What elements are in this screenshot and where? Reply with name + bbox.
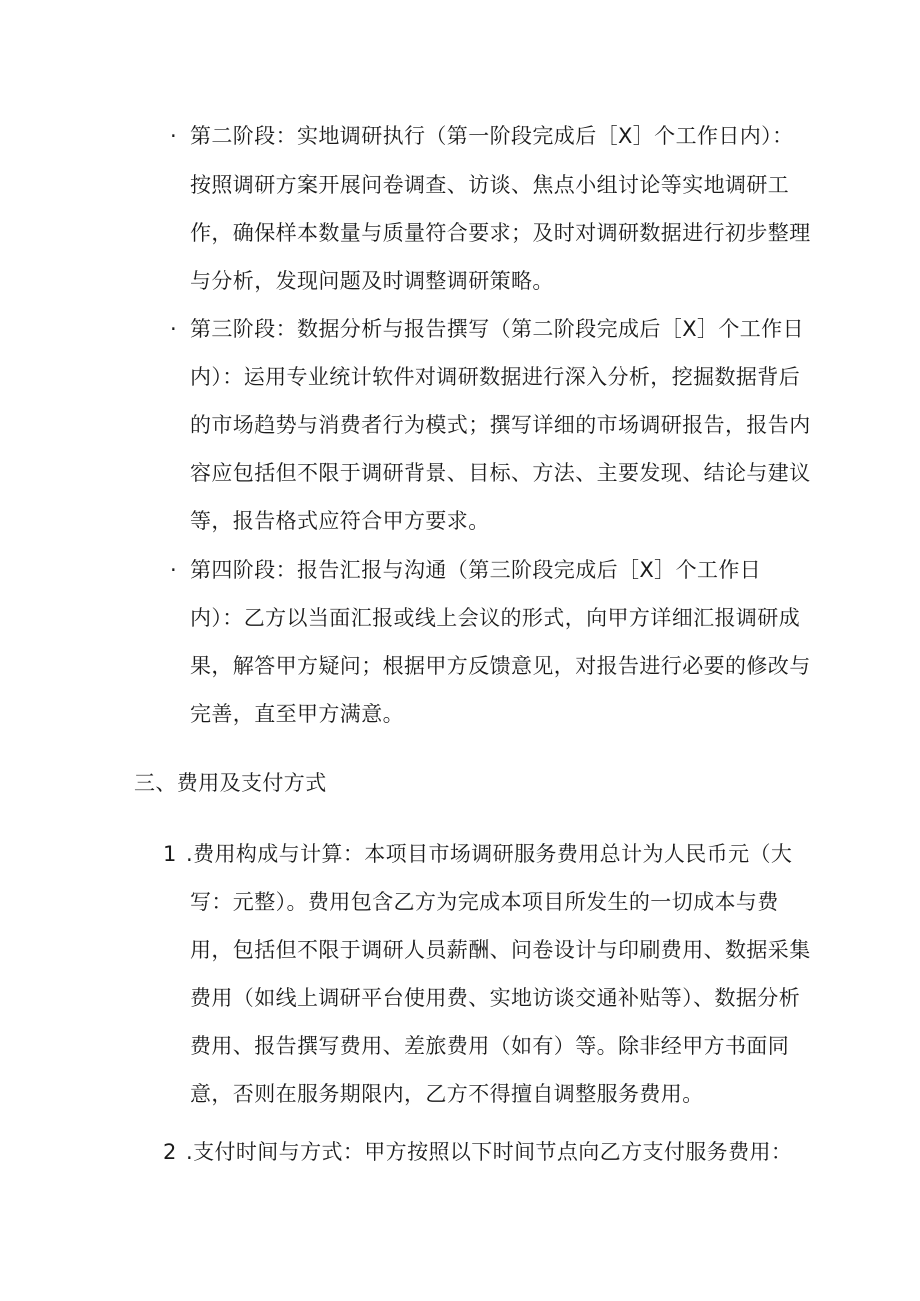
paragraph-line: 的市场趋势与消费者行为模式；撰写详细的市场调研报告，报告内 [190, 413, 811, 437]
paragraph-line: 内）：乙方以当面汇报或线上会议的形式，向甲方详细汇报调研成 [190, 606, 801, 630]
paragraph-line: 等，报告格式应符合甲方要求。 [190, 509, 490, 533]
list-number: 1 [163, 842, 177, 866]
section-heading: 三、费用及支付方式 [134, 771, 327, 795]
paragraph-line: 完善，直至甲方满意。 [190, 702, 404, 726]
list-number: 2 [163, 1140, 177, 1164]
paragraph-line: .费用构成与计算：本项目市场调研服务费用总计为人民币元（大 [186, 842, 793, 866]
bullet-mark: · [170, 317, 177, 341]
paragraph-line: 与分析，发现问题及时调整调研策略。 [190, 269, 554, 293]
paragraph-line: 费用、报告撰写费用、差旅费用（如有）等。除非经甲方书面同 [190, 1034, 790, 1058]
paragraph-line: 内）：运用专业统计软件对调研数据进行深入分析，挖掘数据背后 [190, 365, 801, 389]
paragraph-line: 用，包括但不限于调研人员薪酬、问卷设计与印刷费用、数据采集 [190, 938, 811, 962]
paragraph-line: 费用（如线上调研平台使用费、实地访谈交通补贴等）、数据分析 [190, 986, 801, 1010]
paragraph-line: .支付时间与方式：甲方按照以下时间节点向乙方支付服务费用： [186, 1140, 793, 1164]
bullet-mark: · [170, 558, 177, 582]
paragraph-line: 第三阶段：数据分析与报告撰写（第二阶段完成后［X］个工作日 [190, 317, 804, 341]
paragraph-line: 写：元整）。费用包含乙方为完成本项目所发生的一切成本与费 [190, 890, 779, 914]
paragraph-line: 按照调研方案开展问卷调查、访谈、焦点小组讨论等实地调研工 [190, 173, 790, 197]
paragraph-line: 作，确保样本数量与质量符合要求；及时对调研数据进行初步整理 [190, 221, 811, 245]
bullet-mark: · [170, 124, 177, 148]
paragraph-line: 果，解答甲方疑问；根据甲方反馈意见，对报告进行必要的修改与 [190, 654, 811, 678]
paragraph-line: 第二阶段：实地调研执行（第一阶段完成后［X］个工作日内）： [190, 124, 794, 148]
paragraph-line: 容应包括但不限于调研背景、目标、方法、主要发现、结论与建议 [190, 461, 811, 485]
paragraph-line: 第四阶段：报告汇报与沟通（第三阶段完成后［X］个工作日 [190, 558, 762, 582]
paragraph-line: 意，否则在服务期限内，乙方不得擅自调整服务费用。 [190, 1082, 704, 1106]
